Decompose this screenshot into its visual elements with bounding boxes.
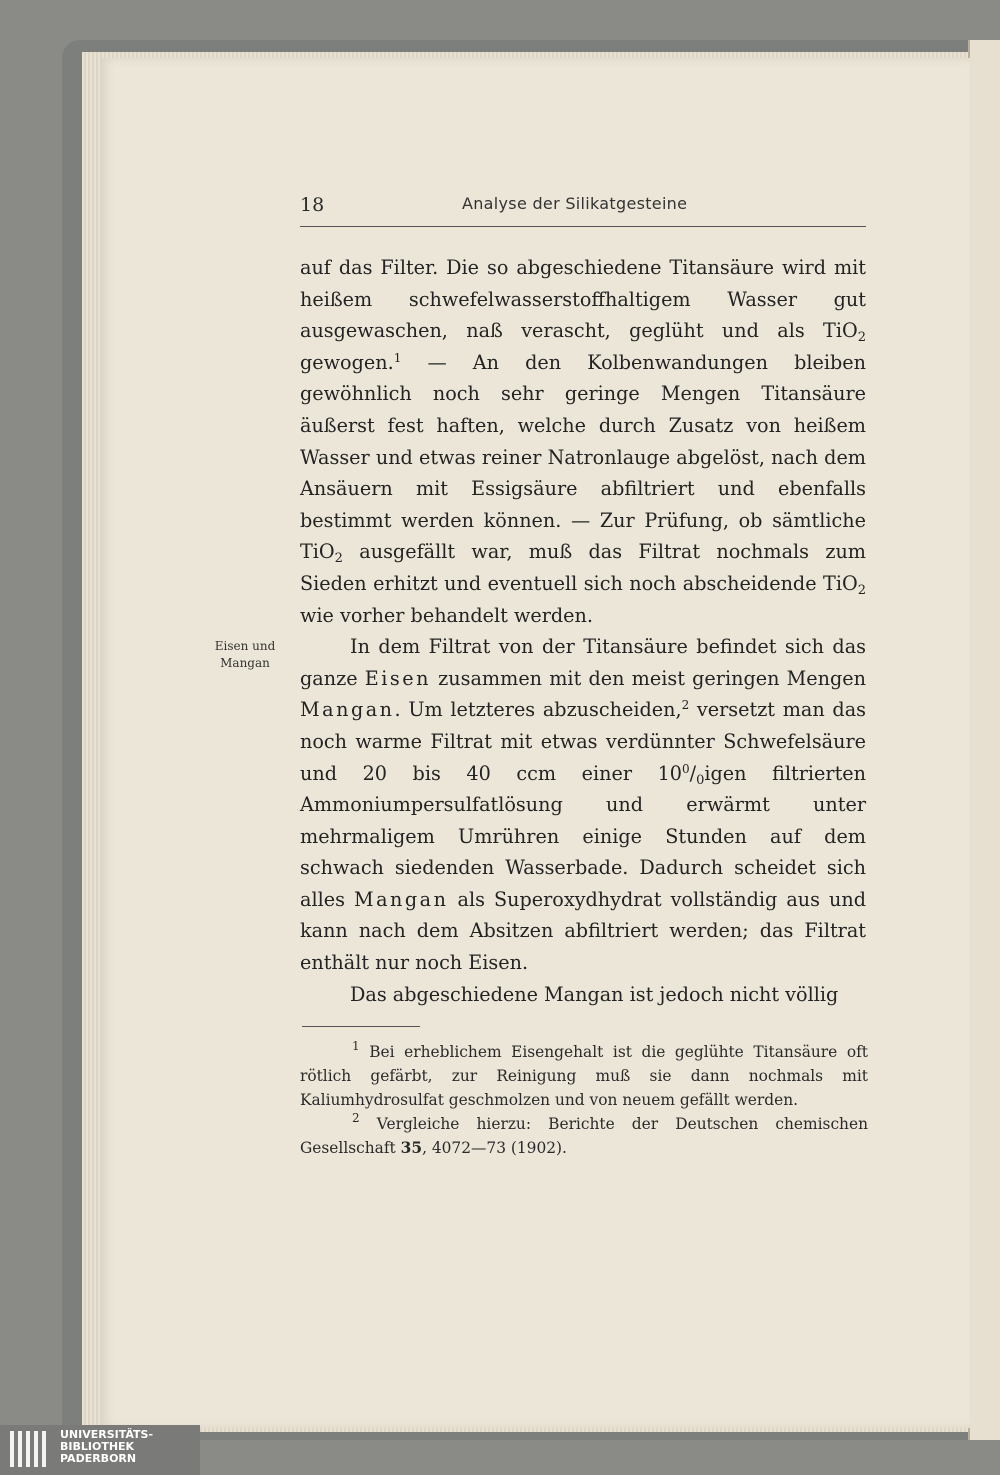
running-title: Analyse der Silikatgesteine (462, 194, 688, 213)
text-run: als Superoxydhydrat vollständig aus und kann nach dem Absitzen abfiltriert werden; das Filtrat enthält nur noch Eisen. (300, 887, 866, 975)
spaced-term: Mangan (353, 887, 449, 911)
page-number: 18 (300, 194, 325, 216)
logo-line: BIBLIOTHEK (60, 1440, 135, 1453)
body-text (300, 252, 866, 1010)
text-run: versetzt man das noch warme Filtrat mit etwas verdünnter Schwefelsäure und 20 bis 40 ccm einer 10 (300, 698, 866, 785)
library-logo (0, 1425, 200, 1475)
library-logo-icon (8, 1429, 50, 1471)
footnote-ref-2: 2 (681, 698, 690, 713)
footnote-mark: 1 (352, 1039, 360, 1053)
footnote-text: , 4072—73 (1902). (422, 1139, 567, 1157)
text-run: auf das Filter. Die so abgeschiedene Titansäure wird mit heißem schwefelwasserstoffhaltigem Wasser gut ausgewaschen, naß verascht, geglüht und als TiO (300, 256, 866, 343)
footnotes (300, 1040, 868, 1160)
footnote-2 (300, 1112, 868, 1160)
subscript: 2 (857, 330, 866, 346)
footnote-ref-1: 1 (393, 350, 402, 365)
text-run: gewogen. (300, 350, 394, 374)
text-run: wie vorher behandelt werden. (300, 603, 593, 627)
facing-page-edge (968, 40, 1000, 1440)
footnote-mark: 2 (352, 1111, 360, 1125)
footnote-divider (302, 1026, 420, 1027)
text-run: Das abgeschiedene Mangan ist jedoch nicht völlig (350, 982, 839, 1006)
percent-slash: / (689, 761, 697, 785)
paragraph-2 (300, 631, 866, 979)
footnote-text: Vergleiche hierzu: Berichte der Deutschen chemischen Gesellschaft (300, 1115, 868, 1157)
spaced-term: Eisen (364, 666, 431, 690)
paragraph-3 (300, 979, 866, 1011)
footnote-1 (300, 1040, 868, 1112)
margin-note-line2: Mangan (220, 656, 270, 670)
text-run: zusammen mit den meist geringen Mengen (430, 666, 866, 690)
text-run: igen filtrierten Ammoniumpersulfatlösung und erwärmt unter mehrmaligem Umrühren einige Stunden auf dem schwach siedenden Wasserbade. Dadurch scheidet sich alles (300, 761, 866, 911)
spaced-term: Mangan (300, 698, 395, 722)
text-run: — An den Kolbenwandungen bleiben gewöhnlich noch sehr geringe Mengen Titansäure äußerst fest haften, welche durch Zusatz von heißem Wasser und etwas reiner Natronlauge abgelöst, nach dem Ansäuern mit Essigsäure abfiltriert und ebenfalls bestimmt werden können. — Zur Prüfung, ob sämtliche TiO (300, 350, 866, 564)
subscript: 2 (334, 551, 343, 567)
footnote-volume: 35 (400, 1139, 423, 1157)
text-run: ausgefällt war, muß das Filtrat nochmals zum Sieden erhitzt und eventuell sich noch abscheidende TiO (300, 540, 866, 595)
text-run: In dem Filtrat von der Titansäure befindet sich das ganze (300, 635, 866, 690)
logo-line: UNIVERSITÄTS- (60, 1428, 154, 1441)
page-header (300, 192, 866, 227)
subscript: 2 (857, 582, 866, 598)
margin-note-line1: Eisen und (214, 639, 276, 653)
percent-sub: 0 (696, 772, 705, 788)
text-run: . Um letzteres abzuscheiden, (394, 698, 682, 722)
footnote-text: Bei erheblichem Eisengehalt ist die geglühte Titansäure oft rötlich gefärbt, zur Reinigung muß sie dann nochmals mit Kaliumhydrosulfat geschmolzen und von neuem gefällt werden. (300, 1043, 868, 1109)
library-logo-text (60, 1429, 153, 1465)
logo-line: PADERBORN (60, 1452, 137, 1465)
percent-sup: 0 (682, 761, 690, 776)
paragraph-1 (300, 252, 866, 631)
margin-note (205, 638, 285, 672)
